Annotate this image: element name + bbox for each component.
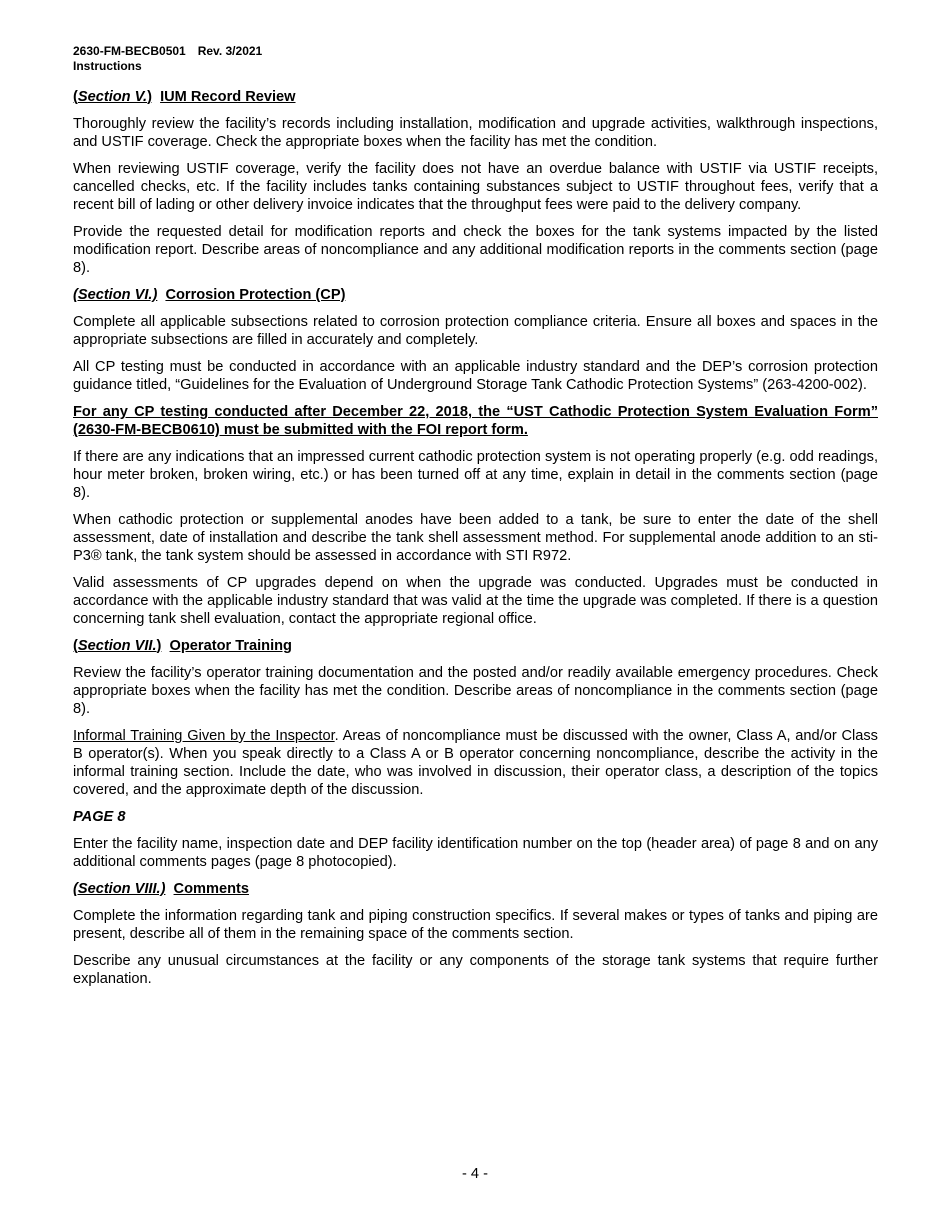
page-number: - 4 - [462,1166,488,1182]
section-vi-paragraph-1: Complete all applicable subsections related to corrosion protection compliance criteria. Ensure all boxes and spaces in the appropriate subsections are filled in accurately and completely. [73,314,878,348]
section-viii-heading [73,880,878,898]
page-8-label: PAGE 8 [73,809,126,825]
section-vii-tag: Section VII. [77,638,157,654]
section-viii-tag: (Section VIII.) [73,881,166,897]
informal-training-label: Informal Training Given by the Inspector [73,728,335,744]
section-viii-title: Comments [173,881,249,897]
form-id-line [73,44,878,59]
informal-training-text: . Areas of noncompliance must be discussed with the owner, Class A, and/or Class B operator(s). When you speak directly to a Class A or B operator concerning noncompliance, describe the activity in the informal training section. Include the date, who was involved in discussion, their operator class, a description of the topics covered, and the approximate depth of the discussion. [73,728,878,798]
section-vi-paragraph-2: All CP testing must be conducted in accordance with an applicable industry standard and the DEP’s corrosion protection guidance titled, “Guidelines for the Evaluation of Underground Storage Tank Cathodic Protection Systems” (263-4200-002). [73,359,878,393]
page-8-paragraph: Enter the facility name, inspection date and DEP facility identification number on the top (header area) of page 8 and on any additional comments pages (page 8 photocopied). [73,836,878,870]
form-id: 2630-FM-BECB0501 [73,44,186,58]
section-vi-tag: (Section VI.) [73,287,158,303]
section-v-title: IUM Record Review [160,89,296,105]
section-v-paragraph-3: Provide the requested detail for modification reports and check the boxes for the tank systems impacted by the listed modification report. Describe areas of noncompliance and any additional modification reports in the comments section (page 8). [73,224,878,276]
section-vi-paragraph-3: If there are any indications that an impressed current cathodic protection system is not operating properly (e.g. odd readings, hour meter broken, broken wiring, etc.) or has been turned off at any time, explain in detail in the comments section (page 8). [73,449,878,501]
section-vii-paragraph-1: Review the facility’s operator training documentation and the posted and/or readily available emergency procedures. Check appropriate boxes when the facility has met the condition. Describe areas of noncompliance in the comments section (page 8). [73,665,878,717]
section-vii-heading: (Section VII.) Operator Training [73,638,292,654]
informal-training-paragraph [73,727,878,799]
document-subtitle: Instructions [73,59,142,73]
document-page [73,44,878,997]
section-vi-title: Corrosion Protection (CP) [165,287,346,303]
section-viii-paragraph-2: Describe any unusual circumstances at the facility or any components of the storage tank systems that require further explanation. [73,953,878,987]
section-vi-paragraph-5: Valid assessments of CP upgrades depend on when the upgrade was conducted. Upgrades must be conducted in accordance with the applicable industry standard that was valid at the time the upgrade was completed. If there is a question concerning tank shell evaluation, contact the appropriate regional office. [73,575,878,627]
section-viii-paragraph-1: Complete the information regarding tank and piping construction specifics. If several makes or types of tanks and piping are present, describe all of them in the remaining space of the comments section. [73,908,878,942]
section-vi-heading [73,286,878,304]
section-v-heading: (Section V.) IUM Record Review [73,89,296,105]
section-vi-paragraph-4: When cathodic protection or supplemental anodes have been added to a tank, be sure to enter the date of the shell assessment, date of installation and describe the tank shell assessment method. For supplemental anode addition to an sti-P3® tank, the tank system should be assessed in accordance with STI R972. [73,512,878,564]
section-v-paragraph-2: When reviewing USTIF coverage, verify the facility does not have an overdue balance with USTIF via USTIF receipts, cancelled checks, etc. If the facility includes tanks containing substances subject to USTIF throughout fees, verify that a recent bill of lading or other delivery invoice indicates that the throughput fees were paid to the delivery company. [73,161,878,213]
section-v-tag: Section V. [77,89,148,105]
form-revision: Rev. 3/2021 [197,44,263,58]
cp-evaluation-notice: For any CP testing conducted after December 22, 2018, the “UST Cathodic Protection System Evaluation Form” (2630-FM-BECB0610) must be submitted with the FOI report form. [73,404,878,438]
document-header [73,44,878,74]
section-v-paragraph-1: Thoroughly review the facility’s records including installation, modification and upgrade activities, walkthrough inspections, and USTIF coverage. Check the appropriate boxes when the facility has met the condition. [73,116,878,150]
section-vii-title: Operator Training [169,638,292,654]
